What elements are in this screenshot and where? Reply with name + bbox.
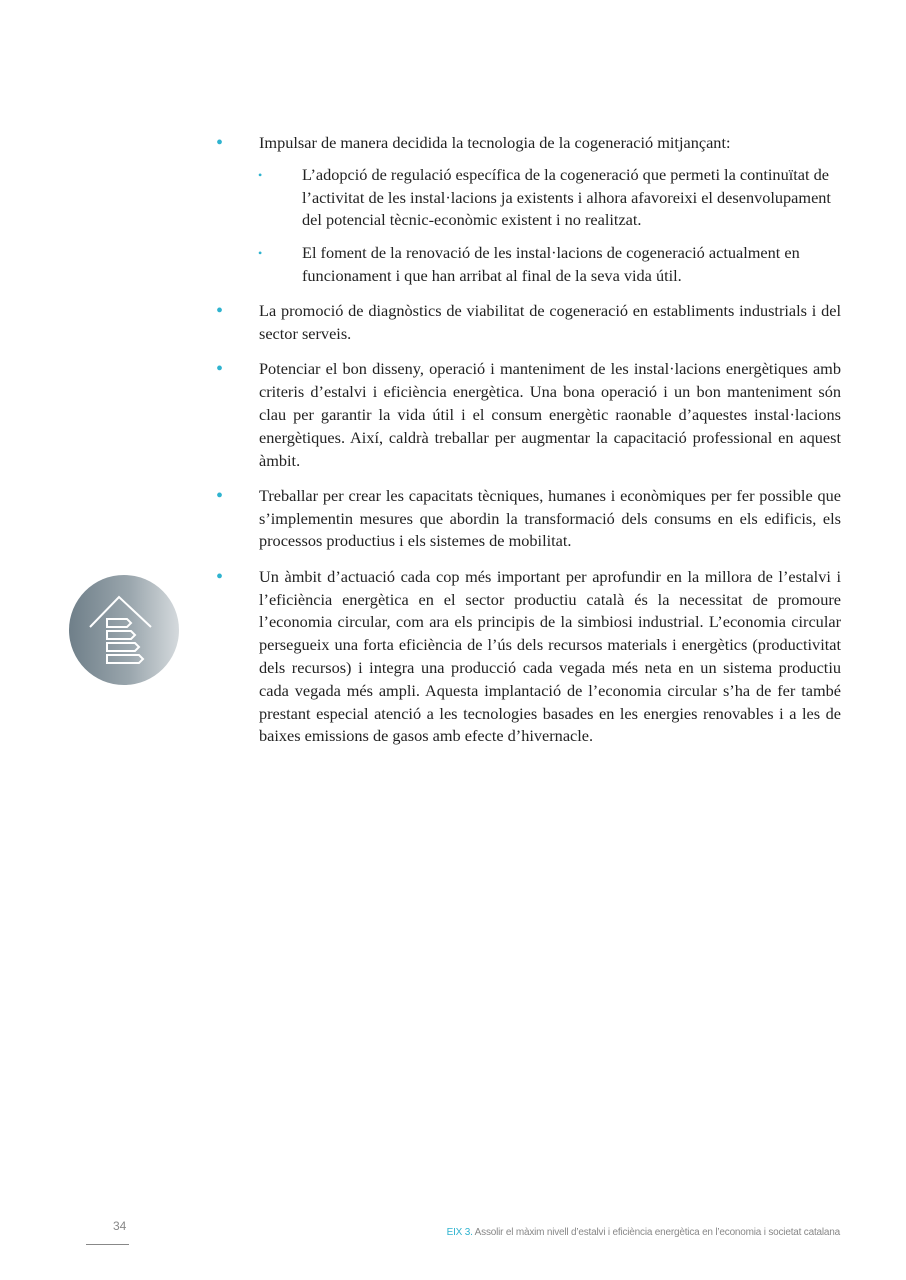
list-item-text: Potenciar el bon disseny, operació i manteniment de les instal·lacions energètiques amb criteris d’estalvi i eficiència energètica. Una bona operació i un bon manteniment són clau per garantir la vida útil i el consum energètic raonable d’aquestes instal·lacions energètiques. Així, caldrà treballar per augmentar la capacitació professional en aquest àmbit.: [259, 359, 841, 470]
running-footer: [447, 1227, 840, 1238]
list-item: [216, 484, 841, 553]
page-number-underline: [86, 1244, 129, 1245]
list-item: [216, 300, 841, 346]
page-number: 34: [113, 1219, 127, 1233]
bullet-icon: •: [216, 358, 224, 381]
list-item-text: Treballar per crear les capacitats tècniques, humanes i econòmiques per fer possible que s’implementin mesures que abordin la transformació dels consums en els edificis, els processos productius i els sistemes de mobilitat.: [259, 485, 841, 551]
bullet-icon: •: [216, 300, 224, 323]
footer-section: EIX 3.: [446, 1227, 473, 1238]
bullet-list: [216, 132, 841, 761]
bullet-icon: •: [216, 565, 224, 588]
sub-item-text: L’adopció de regulació específica de la cogeneració que permeti la continuïtat de l’activitat de les instal·lacions ja existents i alhora afavoreixi el desenvolupament del potencial tècnic-econòmic existent i no realitzat.: [302, 164, 831, 230]
bullet-icon: •: [216, 132, 224, 154]
bullet-icon: •: [258, 246, 263, 261]
footer-title: Assolir el màxim nivell d’estalvi i eficiència energètica en l’economia i societat catalana: [472, 1227, 840, 1238]
list-item: [216, 565, 841, 748]
list-item-text: Impulsar de manera decidida la tecnologia de la cogeneració mitjançant:: [259, 133, 731, 152]
bullet-icon: •: [216, 484, 224, 507]
list-item-text: Un àmbit d’actuació cada cop més important per aprofundir en la millora de l’estalvi i l’eficiència energètica en el sector productiu català és la necessitat de promoure l’economia circular, com ara els principis de la simbiosi industrial. L’economia circular persegueix una forta eficiència de l’ús dels recursos materials i energètics (productivitat dels recursos) i integra una producció cada vegada més neta en un sistema productiu cada vegada més ampli. Aquesta implantació de l’economia circular s’ha de fer també prestant especial atenció a les tecnologies basades en les energies renovables i a les de baixes emissions de gasos amb efecte d’hivernacle.: [259, 566, 841, 746]
list-item: [216, 358, 841, 472]
sub-list-item: [258, 242, 841, 288]
sub-list-item: [258, 164, 841, 232]
list-item: [216, 132, 841, 288]
bullet-icon: •: [258, 167, 263, 182]
list-item-text: La promoció de diagnòstics de viabilitat de cogeneració en establiments industrials i del sector serveis.: [259, 301, 841, 344]
energy-efficiency-house-icon: [69, 575, 179, 685]
sub-item-text: El foment de la renovació de les instal·lacions de cogeneració actualment en funcionament i que han arribat al final de la seva vida útil.: [302, 243, 800, 285]
